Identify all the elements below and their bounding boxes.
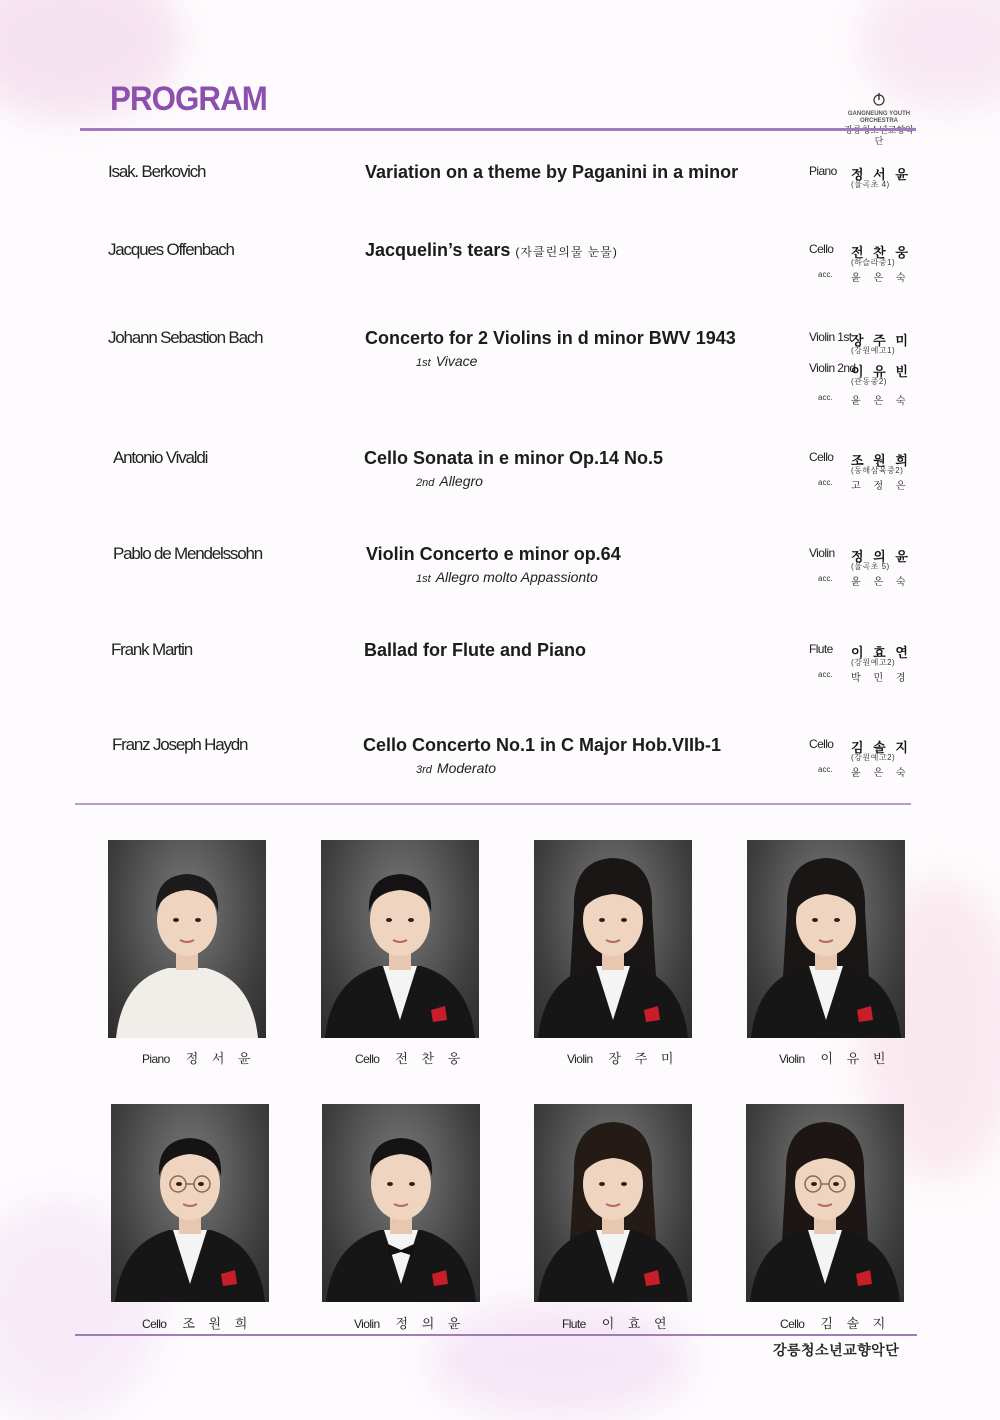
photo-caption-instrument: Cello <box>355 1052 380 1066</box>
work-title <box>364 448 663 469</box>
work-title-text: Violin Concerto e minor op.64 <box>366 544 621 564</box>
composer-name: Jacques Offenbach <box>108 240 234 259</box>
movement-ordinal: 2nd <box>416 477 435 489</box>
photo-caption <box>779 1048 890 1067</box>
orchestra-logo <box>842 92 916 147</box>
performer-school: (율곡초 5) <box>851 562 890 571</box>
work-title <box>363 735 721 756</box>
header-divider <box>80 128 916 131</box>
movement-name: Allegro molto Appassionto <box>435 569 598 585</box>
work-title-text: Cello Concerto No.1 in C Major Hob.VIIb-1 <box>363 735 722 755</box>
composer-name: Franz Joseph Haydn <box>112 735 248 754</box>
performer-instrument: Cello <box>809 450 834 464</box>
section-divider <box>75 803 911 805</box>
movement-ordinal: 3rd <box>416 764 432 776</box>
work-title-text: Ballad for Flute and Piano <box>364 640 587 660</box>
photo-caption-name: 이 유 빈 <box>820 1051 891 1066</box>
photo-caption-instrument: Cello <box>142 1317 167 1331</box>
photo-caption-name: 정 의 윤 <box>395 1316 466 1331</box>
performer-name: 장 주 미 <box>851 333 911 348</box>
performer-instrument: Violin <box>809 546 835 560</box>
performer-name: 조 원 희 <box>851 453 911 468</box>
photo-caption <box>142 1048 256 1067</box>
performer-school: (강원예고2) <box>851 658 896 667</box>
movement-ordinal: 1st <box>416 357 431 369</box>
portrait-figure <box>321 840 479 1038</box>
performer-photo <box>108 840 266 1038</box>
logo-name: 단 <box>874 136 884 146</box>
work-title-korean: (자클린의물 눈물) <box>515 245 618 259</box>
portrait-figure <box>747 840 905 1038</box>
composer-name: Isak. Berkovich <box>108 162 206 181</box>
movement-name: Allegro <box>439 473 483 489</box>
performer-instrument: Violin 1st <box>809 330 852 344</box>
photo-caption-instrument: Violin <box>354 1317 380 1331</box>
photo-caption-name: 전 찬 웅 <box>395 1051 466 1066</box>
footer-divider <box>75 1334 917 1336</box>
performer-school: (율곡초 4) <box>851 180 890 189</box>
accompanist-name: 고 정 은 <box>851 481 911 492</box>
composer-name: Johann Sebastion Bach <box>108 328 263 347</box>
performer-name: 정 의 윤 <box>851 549 911 564</box>
footer-org-name: 강릉청소년교향악단 <box>773 1342 900 1358</box>
photo-caption <box>355 1048 465 1067</box>
performer-instrument: Cello <box>809 737 834 751</box>
performer-name: 정 서 윤 <box>851 167 911 182</box>
work-title <box>366 544 621 565</box>
performer-name: 전 찬 웅 <box>851 245 911 260</box>
accompanist-label: acc. <box>818 270 833 279</box>
portrait-figure <box>534 840 692 1038</box>
movement-ordinal: 1st <box>416 573 431 585</box>
photo-caption <box>567 1048 678 1067</box>
performer-school: (강원예고2) <box>851 753 896 762</box>
performer-photo <box>534 840 692 1038</box>
portrait-figure <box>111 1104 269 1302</box>
portrait-figure <box>746 1104 904 1302</box>
movement-name: Moderato <box>436 760 497 776</box>
photo-caption-name: 조 원 희 <box>182 1316 253 1331</box>
performer-name: 이 유 빈 <box>851 364 911 379</box>
work-title-text: Cello Sonata in e minor Op.14 No.5 <box>364 448 664 468</box>
portrait-figure <box>534 1104 692 1302</box>
performer-photo <box>321 840 479 1038</box>
movement <box>416 569 598 585</box>
accompanist-name: 윤 은 숙 <box>851 577 911 588</box>
accompanist-label: acc. <box>818 393 833 402</box>
portrait-figure <box>108 840 266 1038</box>
work-title <box>364 640 586 661</box>
performer-school: (하슬라중1) <box>851 258 896 267</box>
performer-photo <box>322 1104 480 1302</box>
accompanist-name: 윤 은 숙 <box>851 273 911 284</box>
movement <box>416 473 483 489</box>
photo-caption <box>142 1313 252 1332</box>
performer-instrument: Flute <box>809 642 833 656</box>
movement-name: Vivace <box>435 353 478 369</box>
performer-photo <box>747 840 905 1038</box>
performer-school: (관동중2) <box>851 377 887 386</box>
photo-caption-instrument: Piano <box>142 1052 170 1066</box>
photo-caption-instrument: Violin <box>567 1052 593 1066</box>
work-title <box>365 162 738 183</box>
composer-name: Pablo de Mendelssohn <box>113 544 262 563</box>
work-title-text: Concerto for 2 Violins in d minor BWV 1943 <box>365 328 736 348</box>
accompanist-name: 윤 은 숙 <box>851 396 911 407</box>
photo-caption-instrument: Cello <box>780 1317 805 1331</box>
photo-caption <box>780 1313 890 1332</box>
performer-school: (동해삼육중2) <box>851 466 904 475</box>
work-title-text: Jacquelin’s tears <box>365 240 511 260</box>
performer-instrument: Cello <box>809 242 834 256</box>
photo-caption <box>354 1313 465 1332</box>
work-title-text: Variation on a theme by Paganini in a minor <box>365 162 739 182</box>
photo-caption <box>562 1313 672 1332</box>
accompanist-label: acc. <box>818 670 833 679</box>
photo-caption-name: 정 서 윤 <box>185 1051 256 1066</box>
photo-caption-instrument: Violin <box>779 1052 805 1066</box>
accompanist-label: acc. <box>818 478 833 487</box>
movement <box>416 353 477 369</box>
music-note-logo-icon <box>869 92 889 106</box>
performer-photo <box>746 1104 904 1302</box>
performer-photo <box>534 1104 692 1302</box>
work-title <box>365 328 736 349</box>
performer-name: 이 효 연 <box>851 645 911 660</box>
composer-name: Frank Martin <box>111 640 193 659</box>
photo-caption-instrument: Flute <box>562 1317 586 1331</box>
photo-caption-name: 장 주 미 <box>608 1051 679 1066</box>
performer-instrument: Violin 2nd <box>809 361 856 375</box>
page-title: PROGRAM <box>110 80 267 118</box>
work-title <box>365 240 618 261</box>
performer-name: 김 솔 지 <box>851 740 911 755</box>
performer-school: (강원예고1) <box>851 346 896 355</box>
composer-name: Antonio Vivaldi <box>113 448 208 467</box>
accompanist-label: acc. <box>818 765 833 774</box>
accompanist-name: 박 민 경 <box>851 673 911 684</box>
performer-instrument: Piano <box>809 164 837 178</box>
photo-caption-name: 김 솔 지 <box>820 1316 891 1331</box>
accompanist-label: acc. <box>818 574 833 583</box>
performer-photo <box>111 1104 269 1302</box>
logo-mark-text: GANGNEUNG YOUTH ORCHESTRA <box>847 111 911 124</box>
portrait-figure <box>322 1104 480 1302</box>
photo-caption-name: 이 효 연 <box>601 1316 672 1331</box>
movement <box>416 760 496 776</box>
accompanist-name: 윤 은 숙 <box>851 768 911 779</box>
